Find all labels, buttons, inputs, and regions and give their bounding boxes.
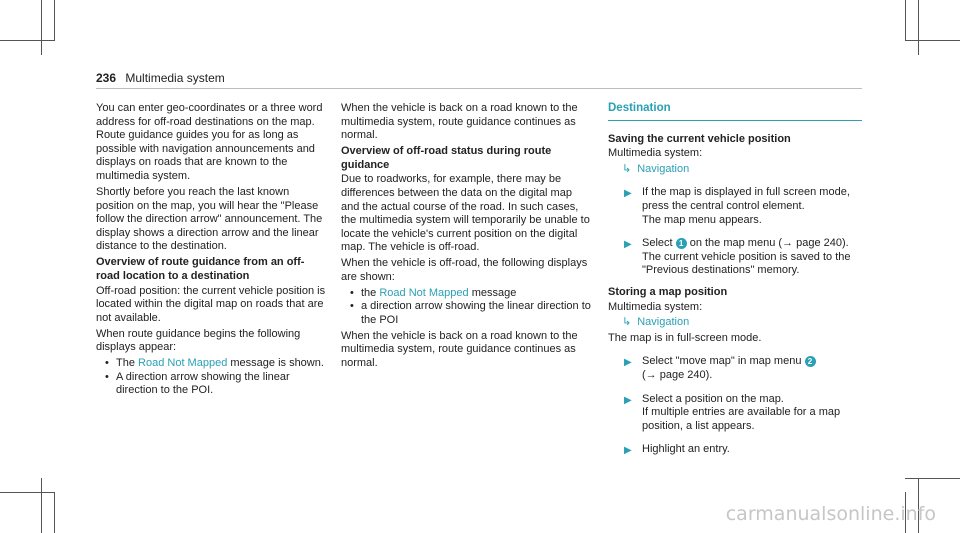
nav-link: Navigation	[637, 316, 690, 329]
list-item: • the Road Not Mapped message	[341, 287, 593, 301]
nav-link: Navigation	[637, 162, 690, 175]
subheading: Storing a map position	[608, 285, 728, 298]
list-item: • A direction arrow showing the linear direction to the POI.	[96, 371, 326, 398]
crop-mark	[54, 0, 55, 40]
list-item: • a direction arrow showing the linear direction to the POI	[341, 300, 593, 327]
crop-mark	[41, 0, 42, 55]
crop-mark	[54, 492, 55, 533]
number-badge: 2	[805, 356, 816, 367]
crop-mark	[905, 478, 960, 479]
column-left	[96, 102, 326, 400]
triangle-right-icon: ▶	[624, 239, 632, 251]
header-rule	[96, 88, 862, 89]
crop-mark	[905, 40, 960, 41]
crop-mark	[918, 0, 919, 55]
number-badge: 1	[676, 238, 687, 249]
paragraph: The map is in full-screen mode.	[608, 331, 762, 344]
page-number: 236	[96, 71, 117, 85]
crop-mark	[905, 0, 906, 40]
paragraph: Multimedia system:	[608, 147, 703, 160]
paragraph: When route guidance begins the following displays appear:	[96, 327, 301, 354]
arrow-return-icon: ↳	[622, 316, 632, 329]
bullet-list	[96, 357, 326, 398]
step: ▶ If the map is displayed in full screen mode, press the central control element. The map menu appears.	[624, 186, 850, 226]
paragraph: Due to roadworks, for example, there may be differences between the data on the digital map and the actual course of the road. In such cases, the multimedia system will temporarily be unable to locate the vehicle's current position on the digital map. The vehicle is off-road.	[341, 173, 590, 254]
step: ▶ Highlight an entry.	[624, 443, 730, 457]
list-item: • The Road Not Mapped message is shown.	[96, 357, 326, 371]
nav-path	[608, 316, 862, 330]
paragraph: Off-road position: the current vehicle position is located within the digital map on roads that are not available.	[96, 284, 326, 324]
step: ▶ Select 1 on the map menu (→ page 240). The current vehicle position is saved to the "Previous destinations" memory.	[624, 237, 851, 277]
display-message: Road Not Mapped	[379, 286, 469, 299]
subheading: Saving the current vehicle position	[608, 132, 791, 145]
paragraph: When the vehicle is off-road, the following displays are shown:	[341, 257, 588, 283]
crop-mark	[41, 478, 42, 533]
paragraph: Multimedia system:	[608, 300, 703, 313]
watermark: carmanualsonline.info	[725, 503, 936, 525]
crop-mark	[0, 40, 55, 41]
paragraph: When the vehicle is back on a road known to the multimedia system, route guidance continues as normal.	[341, 102, 578, 142]
section-rule	[608, 120, 862, 121]
running-title: Multimedia system	[125, 71, 225, 85]
triangle-right-icon: ▶	[624, 357, 632, 369]
display-message: Road Not Mapped	[138, 357, 228, 370]
paragraph: When the vehicle is back on a road known to the multimedia system, route guidance continues as normal.	[341, 329, 578, 369]
page-header	[96, 71, 225, 85]
column-middle	[341, 102, 593, 373]
section-title: Destination	[608, 102, 671, 114]
paragraph: You can enter geo-coordinates or a three word address for off-road destinations on the map. Route guidance guides you for as long as possible with navigation announcements and displays on roads that are known to the multimedia system.	[96, 102, 323, 182]
column-right	[608, 102, 862, 463]
arrow-return-icon: ↳	[622, 162, 632, 175]
triangle-right-icon: ▶	[624, 394, 632, 406]
triangle-right-icon: ▶	[624, 445, 632, 457]
subheading: Overview of route guidance from an off-road location to a destination	[96, 256, 305, 282]
nav-path	[608, 163, 862, 177]
subheading: Overview of off-road status during route guidance	[341, 145, 552, 171]
triangle-right-icon: ▶	[624, 188, 632, 200]
step: ▶ Select a position on the map. If multiple entries are available for a map position, a list appears.	[624, 392, 841, 432]
step: ▶ Select "move map" in map menu 2 (→ page 240).	[608, 355, 862, 382]
crop-mark	[0, 492, 55, 493]
paragraph: Shortly before you reach the last known position on the map, you will hear the "Please follow the direction arrow" announcement. The display shows a direction arrow and the linear distance to the destination.	[96, 185, 323, 253]
bullet-list	[341, 287, 593, 328]
